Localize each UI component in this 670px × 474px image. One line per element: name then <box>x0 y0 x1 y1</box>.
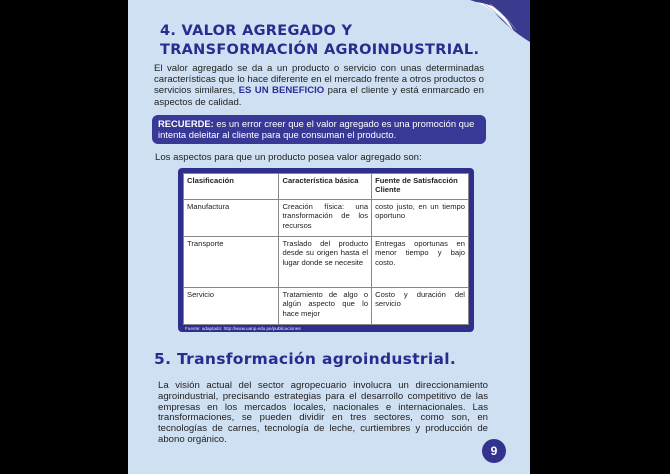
section-4-paragraph: El valor agregado se da a un producto o servicio con unas determinadas características que lo hace diferente en el mercado frente a otros productos o servicios similares, ES UN BENEFICIO para el cliente y está enmarcado en aspectos de calidad. <box>154 63 484 108</box>
table-header: Clasificación <box>184 174 279 200</box>
section-4-title: 4. VALOR AGREGADO Y TRANSFORMACIÓN AGROINDUSTRIAL. <box>160 23 480 58</box>
table-row <box>184 200 469 237</box>
note-text: es un error creer que el valor agregado es una promoción que intenta deleitar al cliente para que consuman el producto. <box>158 118 475 140</box>
table-cell: Traslado del producto desde su origen hasta el lugar donde se necesite <box>279 237 372 288</box>
section-5-title: 5. Transformación agroindustrial. <box>154 350 457 368</box>
beneficio-highlight: ES UN BENEFICIO <box>238 85 325 97</box>
table-cell: Servicio <box>184 288 279 325</box>
table-cell: Creación física: una transformación de los recursos <box>279 200 372 237</box>
table-cell: Tratamiento de algo o algún aspecto que lo hace mejor <box>279 288 372 325</box>
section-5-paragraph: La visión actual del sector agropecuario involucra un direccionamiento agroindustrial, precisando estrategias para el desarrollo competitivo de las empresas en los mercados locales, nacionales e internacionales. Las transformaciones, se pueden dividir en tres sectores, como son, en tecnologías de carnes, tecnología de leche, curtiembres y producción de abono orgánico. <box>158 380 488 445</box>
table-header-row <box>184 174 469 200</box>
table-header: Fuente de Satisfacción Cliente <box>372 174 469 200</box>
table-source: Fuente: adaptado: http://www.uanp.edu.pe/publicaciones <box>185 326 301 331</box>
table-cell: Transporte <box>184 237 279 288</box>
value-added-table <box>183 173 469 325</box>
table-cell: costo justo, en un tiempo oportuno <box>372 200 469 237</box>
recuerde-note <box>152 115 486 144</box>
table-header: Característica básica <box>279 174 372 200</box>
note-label: RECUERDE: <box>158 118 214 129</box>
page-number-badge: 9 <box>482 439 506 463</box>
value-added-table-frame <box>178 168 474 332</box>
table-intro: Los aspectos para que un producto posea valor agregado son: <box>155 152 422 163</box>
table-row <box>184 237 469 288</box>
table-cell: Manufactura <box>184 200 279 237</box>
table-cell: Costo y duración del servicio <box>372 288 469 325</box>
table-cell: Entregas oportunas en menor tiempo y bajo costo. <box>372 237 469 288</box>
document-page <box>128 0 530 474</box>
table-row <box>184 288 469 325</box>
